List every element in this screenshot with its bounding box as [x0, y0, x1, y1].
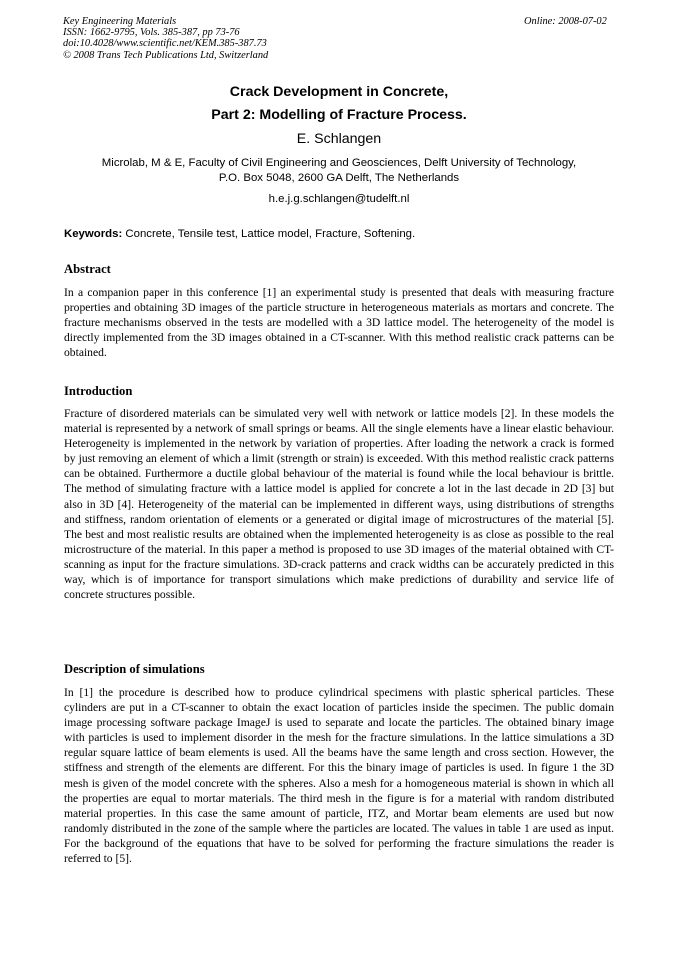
- keywords: [64, 228, 415, 240]
- journal-info: [63, 16, 268, 61]
- affiliation-line1: Microlab, M & E, Faculty of Civil Engineering and Geosciences, Delft University of Technology,: [101, 157, 577, 169]
- description-text: In [1] the procedure is described how to produce cylindrical specimens with plastic spherical particles. These cylinders are put in a CT-scanner to obtain the exact location of particles inside the specimen. The public domain image processing software package ImageJ is used to separate and locate the particles. The obtained binary image with particles is used to implement disorder in the mesh for the fracture simulations. In the lattice simulations a 3D regular square lattice of beam elements is used. All the beams have the same length and cross section. However, the stiffness and strength of the elements are different. For this the binary image of particles is used. In figure 1 the 3D mesh is given of the model concrete with the spheres. Also a mesh for a homogeneous material is shown in which all the properties are equal to mortar materials. The third mesh in the figure is for a material with random distributed material properties. In this case the same amount of particle, ITZ, and Mortar beam elements are used but now randomly distributed in the zone of the sample where the particles are located. The values in table 1 are used as input. For the background of the equations that have to be solved for performing the fracture simulations the reader is referred to [5].: [64, 686, 614, 866]
- keywords-text: Concrete, Tensile test, Lattice model, Fracture, Softening.: [125, 228, 416, 240]
- journal-issn: ISSN: 1662-9795, Vols. 385-387, pp 73-76: [63, 27, 240, 39]
- author-email: h.e.j.g.schlangen@tudelft.nl: [268, 193, 410, 205]
- online-date: Online: 2008-07-02: [524, 16, 607, 27]
- description-heading: Description of simulations: [64, 662, 205, 676]
- introduction-heading: Introduction: [64, 384, 133, 398]
- affiliation: [60, 156, 618, 186]
- author-name: E. Schlangen: [296, 131, 382, 147]
- abstract-text: In a companion paper in this conference [1] an experimental study is presented that deals with measuring fracture properties and obtaining 3D images of the particle structure in heterogeneous materials as mortars and concrete. The fracture mechanisms observed in the tests are modelled with a 3D lattice model. The heterogeneity of the model is directly implemented from the 3D images obtained in a CT-scanner. With this method realistic crack patterns can be obtained.: [64, 286, 614, 360]
- paper-title-line1: Crack Development in Concrete,: [229, 84, 449, 100]
- journal-name: Key Engineering Materials: [63, 16, 177, 27]
- abstract-heading: Abstract: [64, 262, 111, 276]
- affiliation-line2: P.O. Box 5048, 2600 GA Delft, The Netherlands: [218, 172, 460, 184]
- journal-doi: doi:10.4028/www.scientific.net/KEM.385-387.73: [63, 38, 267, 50]
- journal-copyright: © 2008 Trans Tech Publications Ltd, Switzerland: [63, 49, 269, 61]
- keywords-label: Keywords:: [64, 228, 123, 240]
- paper-title-line2: Part 2: Modelling of Fracture Process.: [211, 107, 467, 123]
- introduction-text: Fracture of disordered materials can be simulated very well with network or lattice models [2]. In these models the material is represented by a network of small springs or beams. All the single elements have a linear elastic behaviour. Heterogeneity is implemented in the network by variation of properties. After loading the network a crack is formed by just removing an element of which a limit (strength or strain) is exceeded. With this method realistic crack patterns can be obtained. Furthermore a ductile global behaviour of the material is found while the local behaviour is brittle. The method of simulating fracture with a lattice model is applied for concrete a lot in the last decade in 2D [3] but also in 3D [4]. Heterogeneity of the material can be implemented in different ways, using distributions of strengths and stiffness, random orientation of elements or a generated or digital image of microstructures of the material [5]. The best and most realistic results are obtained when the implemented heterogeneity is as close as possible to the real microstructure of the material. In this paper a method is proposed to use 3D images of the material obtained with CT-scanning as input for the fracture simulations. 3D-crack patterns and crack widths can be accurately predicted in this way, which is of importance for transport simulations which make predictions of durability and service life of concrete structures possible.: [64, 407, 614, 602]
